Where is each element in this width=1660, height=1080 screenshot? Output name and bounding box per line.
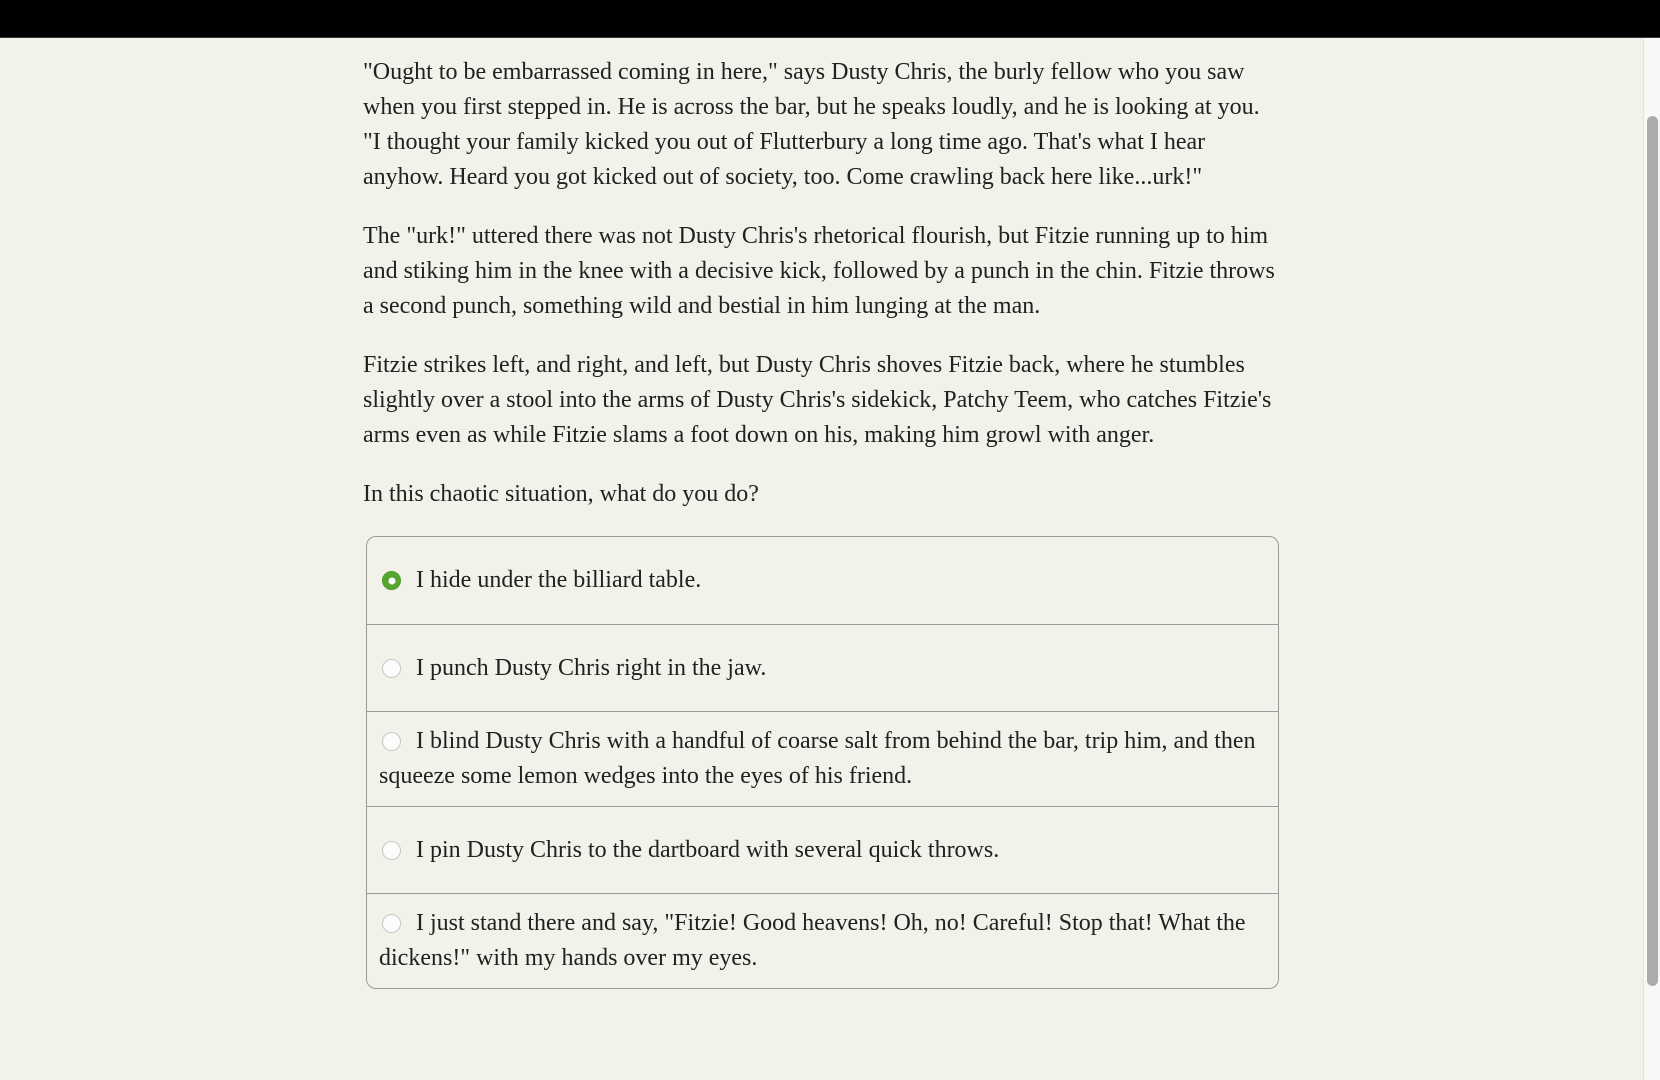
- choice-label: I hide under the billiard table.: [379, 563, 701, 598]
- choice-list: [366, 536, 1279, 989]
- radio-unselected-icon[interactable]: [382, 841, 401, 860]
- scrollbar-thumb[interactable]: [1647, 116, 1658, 986]
- choice-label: I punch Dusty Chris right in the jaw.: [379, 651, 766, 686]
- choice-option[interactable]: [367, 537, 1278, 624]
- story-page: [363, 38, 1280, 989]
- choice-label: I pin Dusty Chris to the dartboard with several quick throws.: [379, 833, 999, 868]
- radio-unselected-icon[interactable]: [382, 659, 401, 678]
- choice-option[interactable]: [367, 806, 1278, 893]
- choice-option[interactable]: [367, 624, 1278, 711]
- radio-unselected-icon[interactable]: [382, 914, 401, 933]
- radio-unselected-icon[interactable]: [382, 732, 401, 751]
- story-paragraph: "Ought to be embarrassed coming in here," says Dusty Chris, the burly fellow who you saw when you first stepped in. He is across the bar, but he speaks loudly, and he is looking at you. "I thought your family kicked you out of Flutterbury a long time ago. That's what I hear anyhow. Heard you got kicked out of society, too. Come crawling back here like...urk!": [363, 59, 1260, 190]
- choice-option[interactable]: [367, 711, 1278, 806]
- top-bar: [0, 0, 1660, 38]
- scrollbar-track[interactable]: [1643, 38, 1660, 1080]
- radio-selected-icon[interactable]: [382, 571, 401, 590]
- story-paragraph: The "urk!" uttered there was not Dusty Chris's rhetorical flourish, but Fitzie running up to him and stiking him in the knee with a decisive kick, followed by a punch in the chin. Fitzie throws a second punch, something wild and bestial in him lunging at the man.: [363, 223, 1275, 319]
- choice-prompt: In this chaotic situation, what do you do?: [363, 481, 759, 507]
- choice-label: I just stand there and say, "Fitzie! Good heavens! Oh, no! Careful! Stop that! What the dickens!" with my hands over my eyes.: [379, 910, 1246, 971]
- story-paragraph: Fitzie strikes left, and right, and left, but Dusty Chris shoves Fitzie back, where he stumbles slightly over a stool into the arms of Dusty Chris's sidekick, Patchy Teem, who catches Fitzie's arms even as while Fitzie slams a foot down on his, making him growl with anger.: [363, 352, 1272, 448]
- choice-label: I blind Dusty Chris with a handful of coarse salt from behind the bar, trip him, and then squeeze some lemon wedges into the eyes of his friend.: [379, 728, 1256, 789]
- choice-option[interactable]: [367, 893, 1278, 988]
